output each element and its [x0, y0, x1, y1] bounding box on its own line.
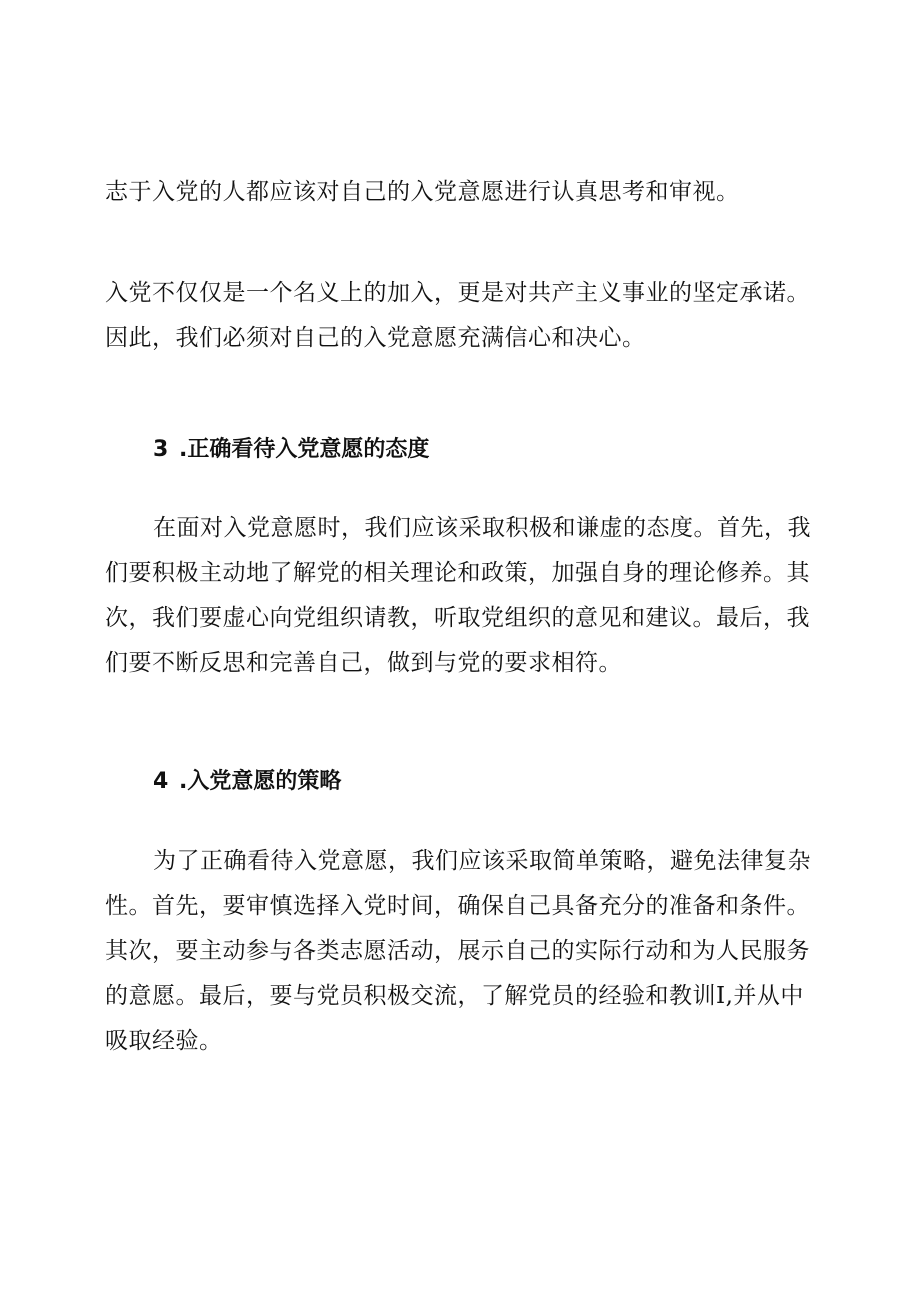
- paragraph-commitment: 入党不仅仅是一个名义上的加入，更是对共产主义事业的坚定承诺。因此，我们必须对自己的入党意愿充满信心和决心。: [105, 280, 810, 351]
- paragraph-strategy: 为了正确看待入党意愿，我们应该采取简单策略，避免法律复杂性。首先，要审慎选择入党时间，确保自己具备充分的准备和条件。其次，要主动参与各类志愿活动，展示自己的实际行动和为人民服务的意愿。最后，要与党员积极交流，了解党员的经验和教训Ⅰ,并从中吸取经验。: [105, 848, 811, 1054]
- paragraph-attitude: 在面对入党意愿时，我们应该采取积极和谦虚的态度。首先，我们要积极主动地了解党的相关理论和政策，加强自身的理论修养。其次，我们要虚心向党组织请教，听取党组织的意见和建议。最后，我们要不断反思和完善自己，做到与党的要求相符。: [105, 515, 811, 676]
- section-title-4: .入党意愿的策略: [179, 769, 342, 794]
- section-title-3: .正确看待入党意愿的态度: [179, 437, 430, 462]
- paragraph-intro-line: 志于入党的人都应该对自己的入党意愿进行认真思考和审视。: [105, 179, 740, 205]
- section-number-4: 4: [153, 769, 169, 794]
- section-heading-3: [153, 435, 429, 465]
- section-heading-4: [153, 767, 341, 797]
- section-number-3: 3: [153, 437, 169, 462]
